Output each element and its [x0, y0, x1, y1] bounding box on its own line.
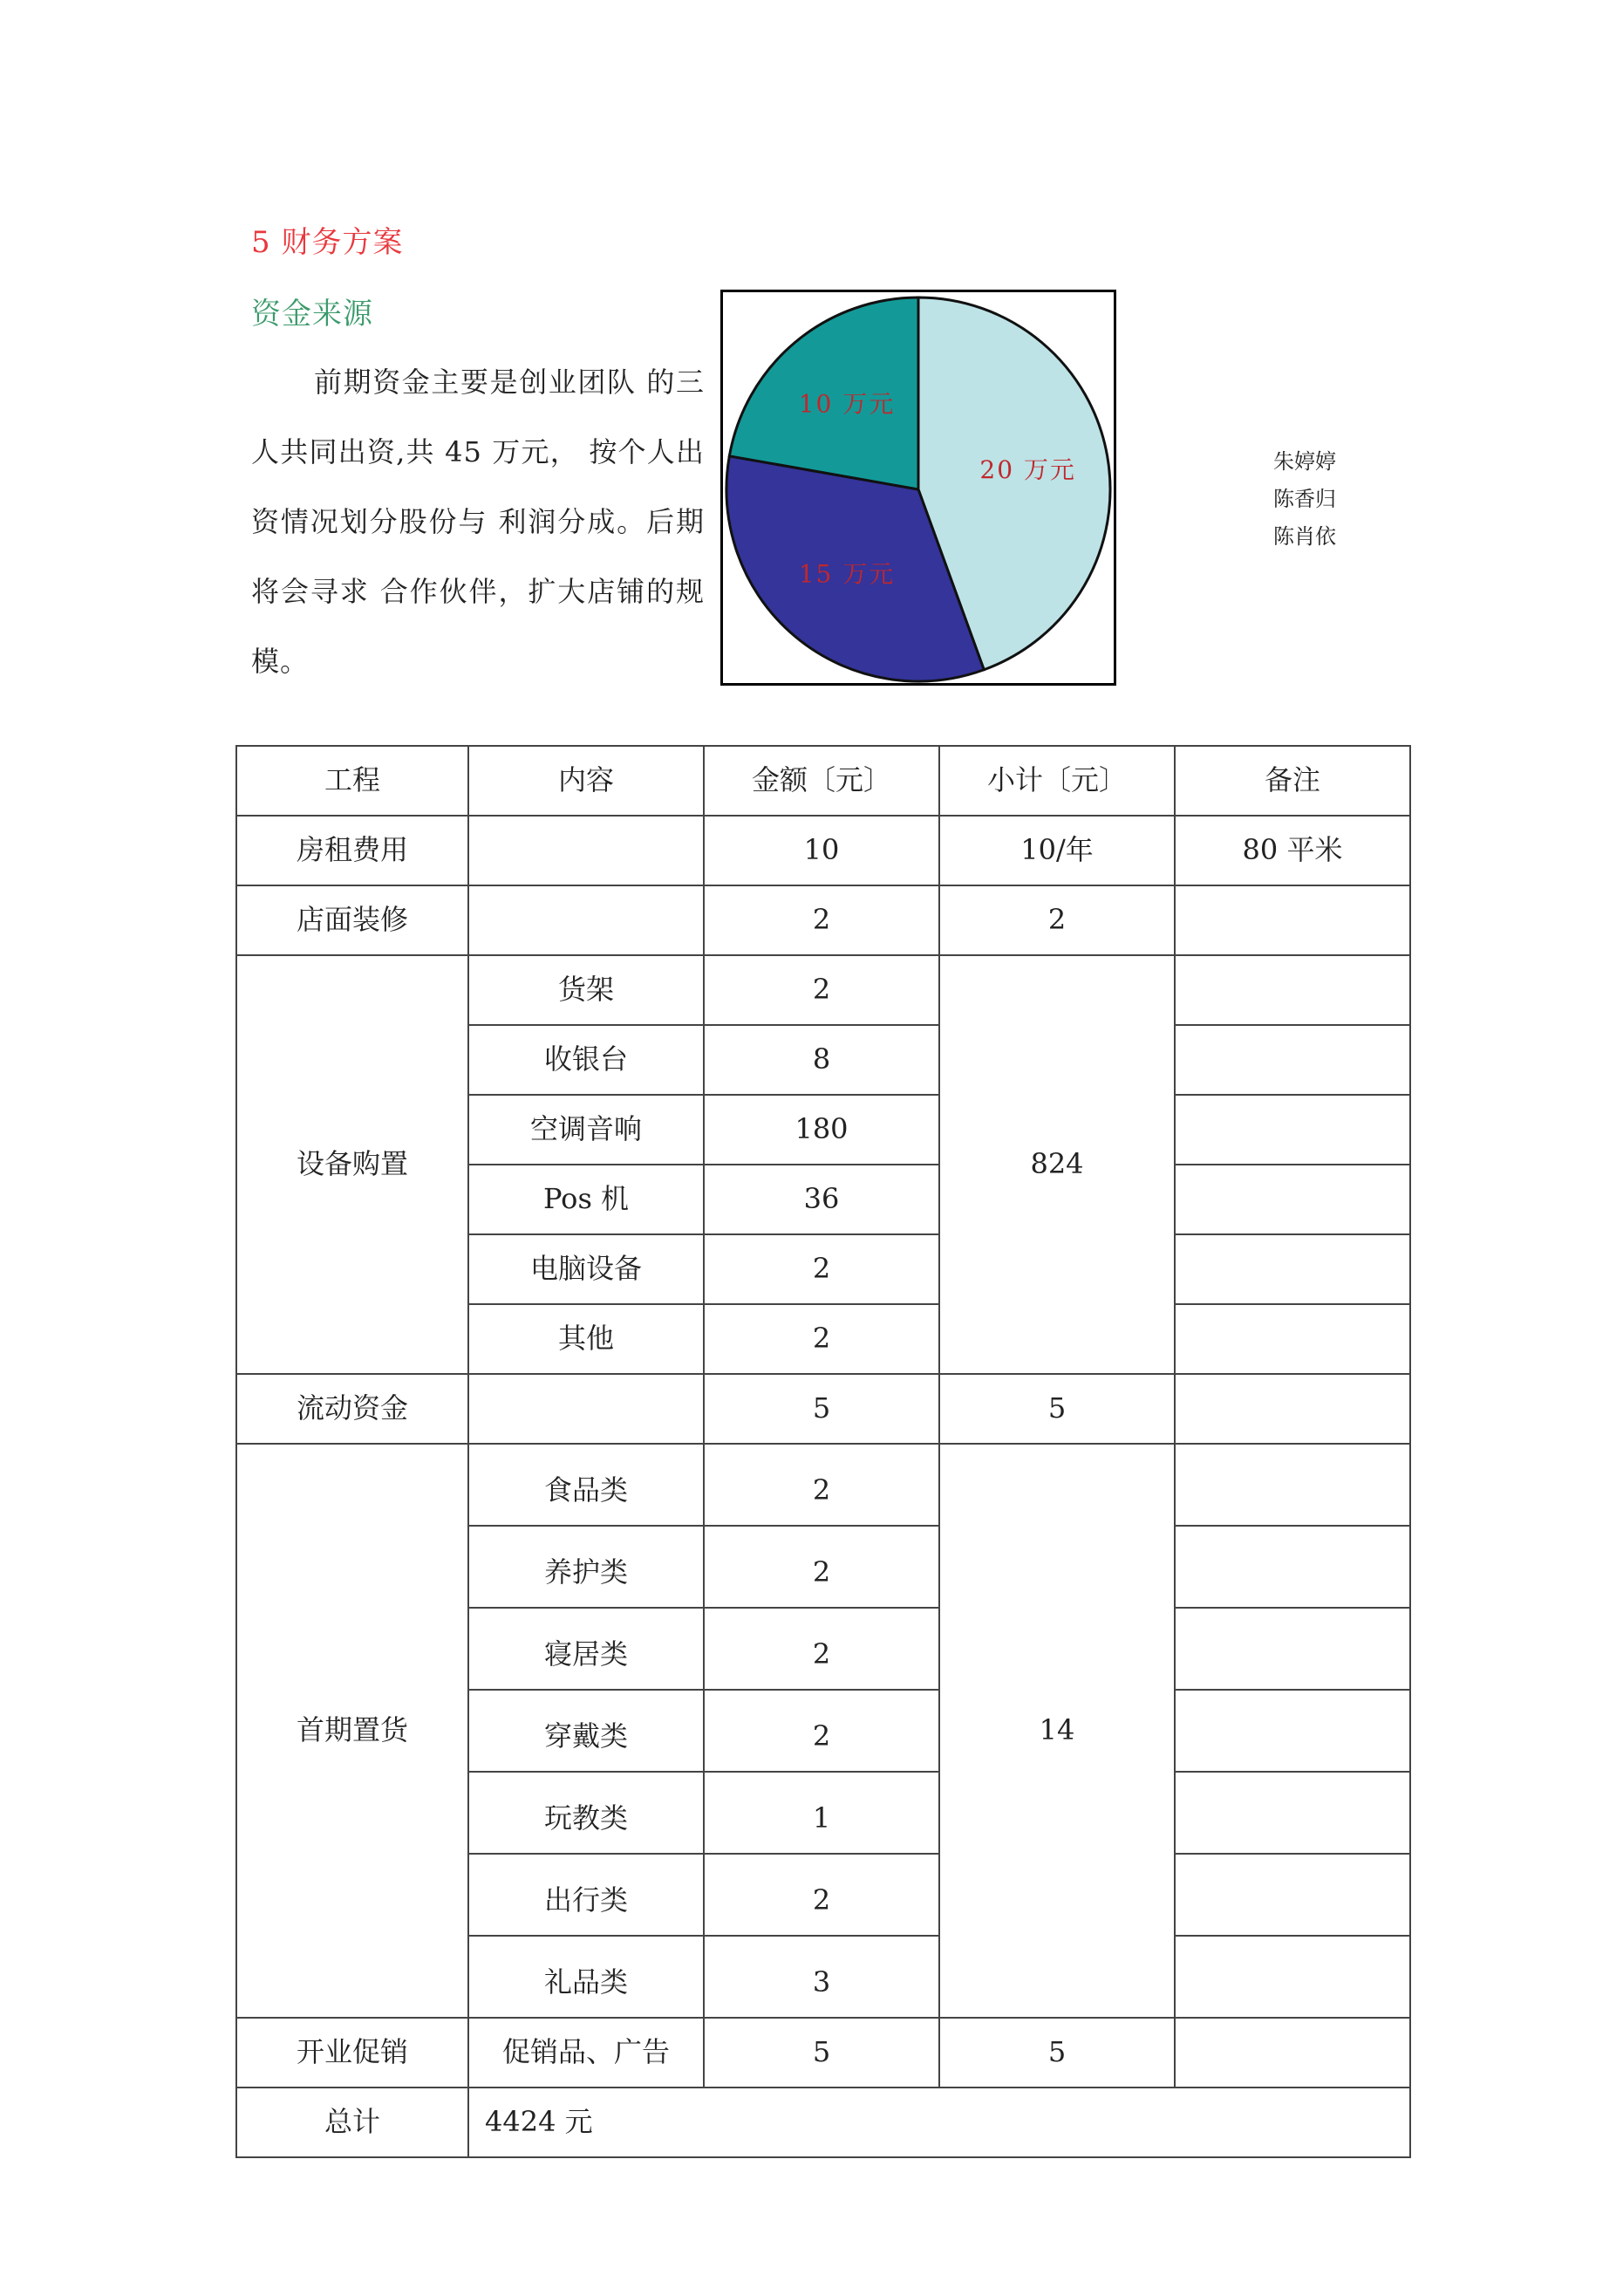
- note-cell: [1175, 955, 1410, 1025]
- table-total-row: [236, 2088, 1410, 2157]
- subtotal-cell: 5: [939, 2018, 1175, 2088]
- amount-cell: 5: [704, 1374, 939, 1444]
- subtotal-cell: 10/年: [939, 816, 1175, 885]
- note-cell: [1175, 1936, 1410, 2018]
- content-cell: 养护类: [468, 1526, 704, 1608]
- team-name: 朱婷婷: [1273, 449, 1336, 474]
- amount-cell: 2: [704, 1304, 939, 1374]
- pie-chart-frame: [720, 290, 1116, 686]
- note-cell: [1175, 1095, 1410, 1165]
- note-cell: [1175, 1526, 1410, 1608]
- pie-slice-label: 15 万元: [798, 559, 896, 589]
- note-cell: [1175, 1025, 1410, 1095]
- note-cell: [1175, 1772, 1410, 1854]
- amount-cell: 2: [704, 1444, 939, 1526]
- subsection-heading: 资金来源: [251, 297, 373, 331]
- content-cell: 收银台: [468, 1025, 704, 1095]
- table-row: [236, 1374, 1410, 1444]
- pie-slice-label: 20 万元: [979, 454, 1076, 484]
- amount-cell: 3: [704, 1936, 939, 2018]
- header-cell: 内容: [468, 746, 704, 816]
- content-cell: 促销品、广告: [468, 2018, 704, 2088]
- header-cell: 小计〔元〕: [939, 746, 1175, 816]
- amount-cell: 2: [704, 955, 939, 1025]
- amount-cell: 2: [704, 885, 939, 955]
- subtotal-cell: 2: [939, 885, 1175, 955]
- budget-table: [235, 745, 1411, 2158]
- project-cell: 首期置货: [236, 1444, 468, 2018]
- table-header-row: [236, 746, 1410, 816]
- note-cell: [1175, 1304, 1410, 1374]
- note-cell: 80 平米: [1175, 816, 1410, 885]
- total-value-cell: 4424 元: [468, 2088, 1410, 2157]
- team-name: 陈香归: [1273, 487, 1336, 511]
- amount-cell: 8: [704, 1025, 939, 1095]
- content-cell: 出行类: [468, 1854, 704, 1936]
- content-cell: [468, 816, 704, 885]
- team-names: [1273, 443, 1336, 556]
- subtotal-cell: 14: [939, 1444, 1175, 2018]
- amount-cell: 2: [704, 1526, 939, 1608]
- content-cell: 空调音响: [468, 1095, 704, 1165]
- content-cell: [468, 885, 704, 955]
- amount-cell: 180: [704, 1095, 939, 1165]
- content-cell: 寝居类: [468, 1608, 704, 1690]
- note-cell: [1175, 885, 1410, 955]
- header-cell: 备注: [1175, 746, 1410, 816]
- table-row: [236, 1444, 1410, 1526]
- note-cell: [1175, 1444, 1410, 1526]
- subtotal-cell: 5: [939, 1374, 1175, 1444]
- project-cell: 流动资金: [236, 1374, 468, 1444]
- pie-slice-label: 10 万元: [798, 389, 896, 419]
- amount-cell: 2: [704, 1234, 939, 1304]
- funding-text: 前期资金主要是创业团队 的三人共同出资,共 45 万元， 按个人出资情况划分股份与 利润分成。后期将会寻求 合作伙伴，扩大店铺的规模。: [251, 366, 705, 678]
- project-cell: 房租费用: [236, 816, 468, 885]
- amount-cell: 2: [704, 1854, 939, 1936]
- amount-cell: 2: [704, 1608, 939, 1690]
- project-cell: 店面装修: [236, 885, 468, 955]
- content-cell: 食品类: [468, 1444, 704, 1526]
- note-cell: [1175, 1234, 1410, 1304]
- content-cell: 其他: [468, 1304, 704, 1374]
- content-cell: 玩教类: [468, 1772, 704, 1854]
- note-cell: [1175, 2018, 1410, 2088]
- total-label-cell: 总计: [236, 2088, 468, 2157]
- note-cell: [1175, 1690, 1410, 1772]
- content-cell: 穿戴类: [468, 1690, 704, 1772]
- table-row: [236, 885, 1410, 955]
- note-cell: [1175, 1854, 1410, 1936]
- funding-paragraph: [251, 347, 705, 696]
- amount-cell: 10: [704, 816, 939, 885]
- amount-cell: 5: [704, 2018, 939, 2088]
- content-cell: Pos 机: [468, 1165, 704, 1234]
- table-row: [236, 816, 1410, 885]
- note-cell: [1175, 1165, 1410, 1234]
- amount-cell: 1: [704, 1772, 939, 1854]
- project-cell: 设备购置: [236, 955, 468, 1374]
- pie-chart: [723, 292, 1114, 683]
- table-row: [236, 2018, 1410, 2088]
- amount-cell: 2: [704, 1690, 939, 1772]
- header-cell: 工程: [236, 746, 468, 816]
- header-cell: 金额〔元〕: [704, 746, 939, 816]
- section-heading: 5 财务方案: [251, 225, 404, 260]
- content-cell: 电脑设备: [468, 1234, 704, 1304]
- content-cell: 货架: [468, 955, 704, 1025]
- project-cell: 开业促销: [236, 2018, 468, 2088]
- note-cell: [1175, 1374, 1410, 1444]
- amount-cell: 36: [704, 1165, 939, 1234]
- team-name: 陈肖依: [1273, 524, 1336, 549]
- content-cell: [468, 1374, 704, 1444]
- table-row: [236, 955, 1410, 1025]
- subtotal-cell: 824: [939, 955, 1175, 1374]
- content-cell: 礼品类: [468, 1936, 704, 2018]
- note-cell: [1175, 1608, 1410, 1690]
